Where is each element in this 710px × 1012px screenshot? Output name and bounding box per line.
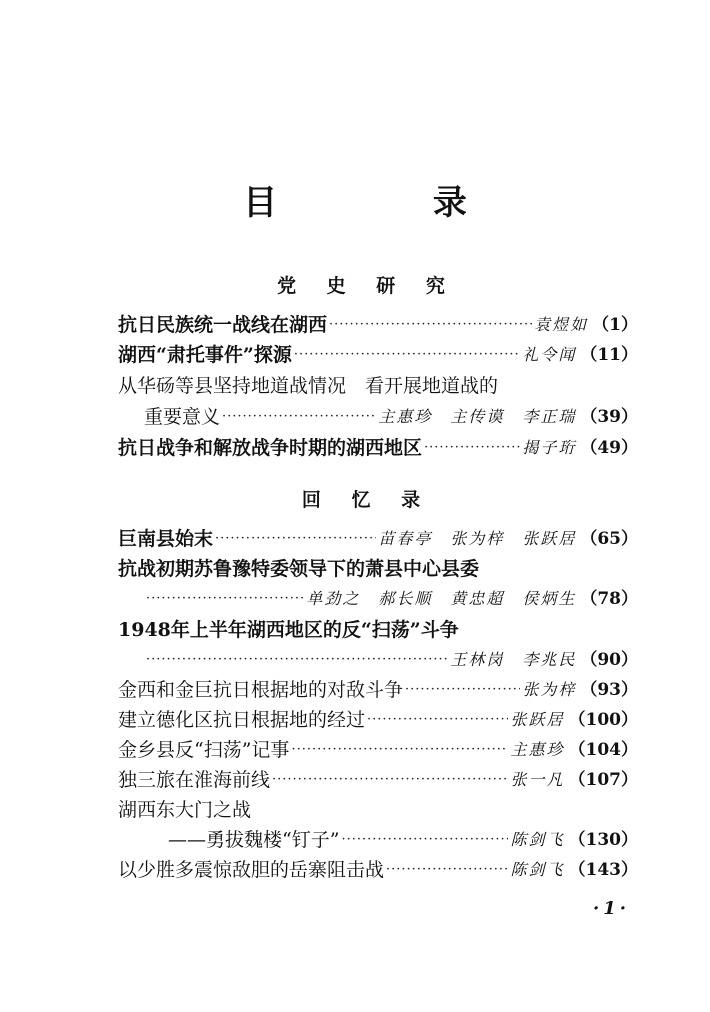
leader-dots <box>146 647 448 673</box>
entry-title: ——勇拔魏楼“钉子” <box>168 829 340 851</box>
toc-entry <box>168 827 638 853</box>
entry-page: （130） <box>568 830 638 850</box>
entry-title-line: 从华砀等县坚持地道战情况 看开展地道战的 <box>118 375 499 397</box>
toc-entry <box>144 586 638 612</box>
leader-dots <box>272 767 508 793</box>
entry-author: 陈剑飞 <box>510 860 565 879</box>
entry-title: 金乡县反“扫荡”记事 <box>118 739 290 761</box>
leader-dots <box>367 707 508 733</box>
entry-author: 袁煜如 <box>534 315 589 334</box>
entry-title-line: 1948年上半年湖西地区的反“扫荡”斗争 <box>118 619 459 641</box>
section-heading-memoirs: 回 忆 录 <box>301 489 433 511</box>
entry-title-line: 抗战初期苏鲁豫特委领导下的萧县中心县委 <box>118 558 480 580</box>
leader-dots <box>291 737 508 763</box>
entry-page: （143） <box>568 860 638 880</box>
entry-author: 主惠珍 <box>510 740 565 759</box>
entry-title: 重要意义 <box>144 406 221 428</box>
entry-page: （1） <box>592 315 638 335</box>
toc-entry <box>118 677 638 703</box>
leader-dots <box>222 404 376 430</box>
entry-author: 礼令闻 <box>522 345 577 364</box>
entry-title: 抗日战争和解放战争时期的湖西地区 <box>118 437 423 459</box>
toc-entry <box>118 767 638 793</box>
leader-dots <box>329 312 532 338</box>
entry-author: 主惠珍 主传谟 李正瑞 <box>378 407 577 426</box>
leader-dots <box>146 586 304 612</box>
page-title: 目 录 <box>243 183 539 223</box>
toc-entry <box>118 857 638 883</box>
entry-title: 巨南县始末 <box>118 528 214 550</box>
entry-title: 湖西“肃托事件”探源 <box>118 344 292 366</box>
toc-entry <box>118 707 638 733</box>
toc-entry <box>144 404 638 430</box>
leader-dots <box>215 526 376 552</box>
entry-author: 揭子珩 <box>522 438 577 457</box>
entry-title: 建立德化区抗日根据地的经过 <box>118 709 366 731</box>
entry-page: （93） <box>580 680 638 700</box>
entry-page: （39） <box>580 407 638 427</box>
toc-entry <box>118 435 638 461</box>
leader-dots <box>341 827 508 853</box>
entry-title: 以少胜多震惊敌胆的岳寨阻击战 <box>118 859 385 881</box>
entry-author: 苗春亭 张为梓 张跃居 <box>378 529 577 548</box>
toc-entry <box>118 737 638 763</box>
entry-author: 张一凡 <box>510 770 565 789</box>
entry-page: （11） <box>580 345 638 365</box>
leader-dots <box>294 342 520 368</box>
leader-dots <box>405 677 520 703</box>
entry-title: 金西和金巨抗日根据地的对敌斗争 <box>118 679 404 701</box>
entry-page: （107） <box>568 770 638 790</box>
leader-dots <box>386 857 508 883</box>
leader-dots <box>424 435 520 461</box>
section-heading-party-history: 党 史 研 究 <box>277 275 457 297</box>
toc-entry <box>118 312 638 338</box>
entry-author: 单劲之 郝长顺 黄忠超 侯炳生 <box>306 589 577 608</box>
entry-page: （49） <box>580 438 638 458</box>
entry-title-line: 湖西东大门之战 <box>118 799 252 821</box>
entry-page: （90） <box>580 650 638 670</box>
entry-page: （65） <box>580 529 638 549</box>
entry-page: （104） <box>568 740 638 760</box>
page-number: ·1· <box>592 898 630 919</box>
entry-author: 陈剑飞 <box>510 830 565 849</box>
entry-author: 张为梓 <box>522 680 577 699</box>
entry-author: 王林岗 李兆民 <box>450 650 577 669</box>
toc-entry <box>144 647 638 673</box>
entry-title: 独三旅在淮海前线 <box>118 769 271 791</box>
toc-entry <box>118 526 638 552</box>
toc-entry <box>118 342 638 368</box>
entry-title: 抗日民族统一战线在湖西 <box>118 314 328 336</box>
entry-page: （78） <box>580 589 638 609</box>
entry-author: 张跃居 <box>510 710 565 729</box>
entry-page: （100） <box>568 710 638 730</box>
